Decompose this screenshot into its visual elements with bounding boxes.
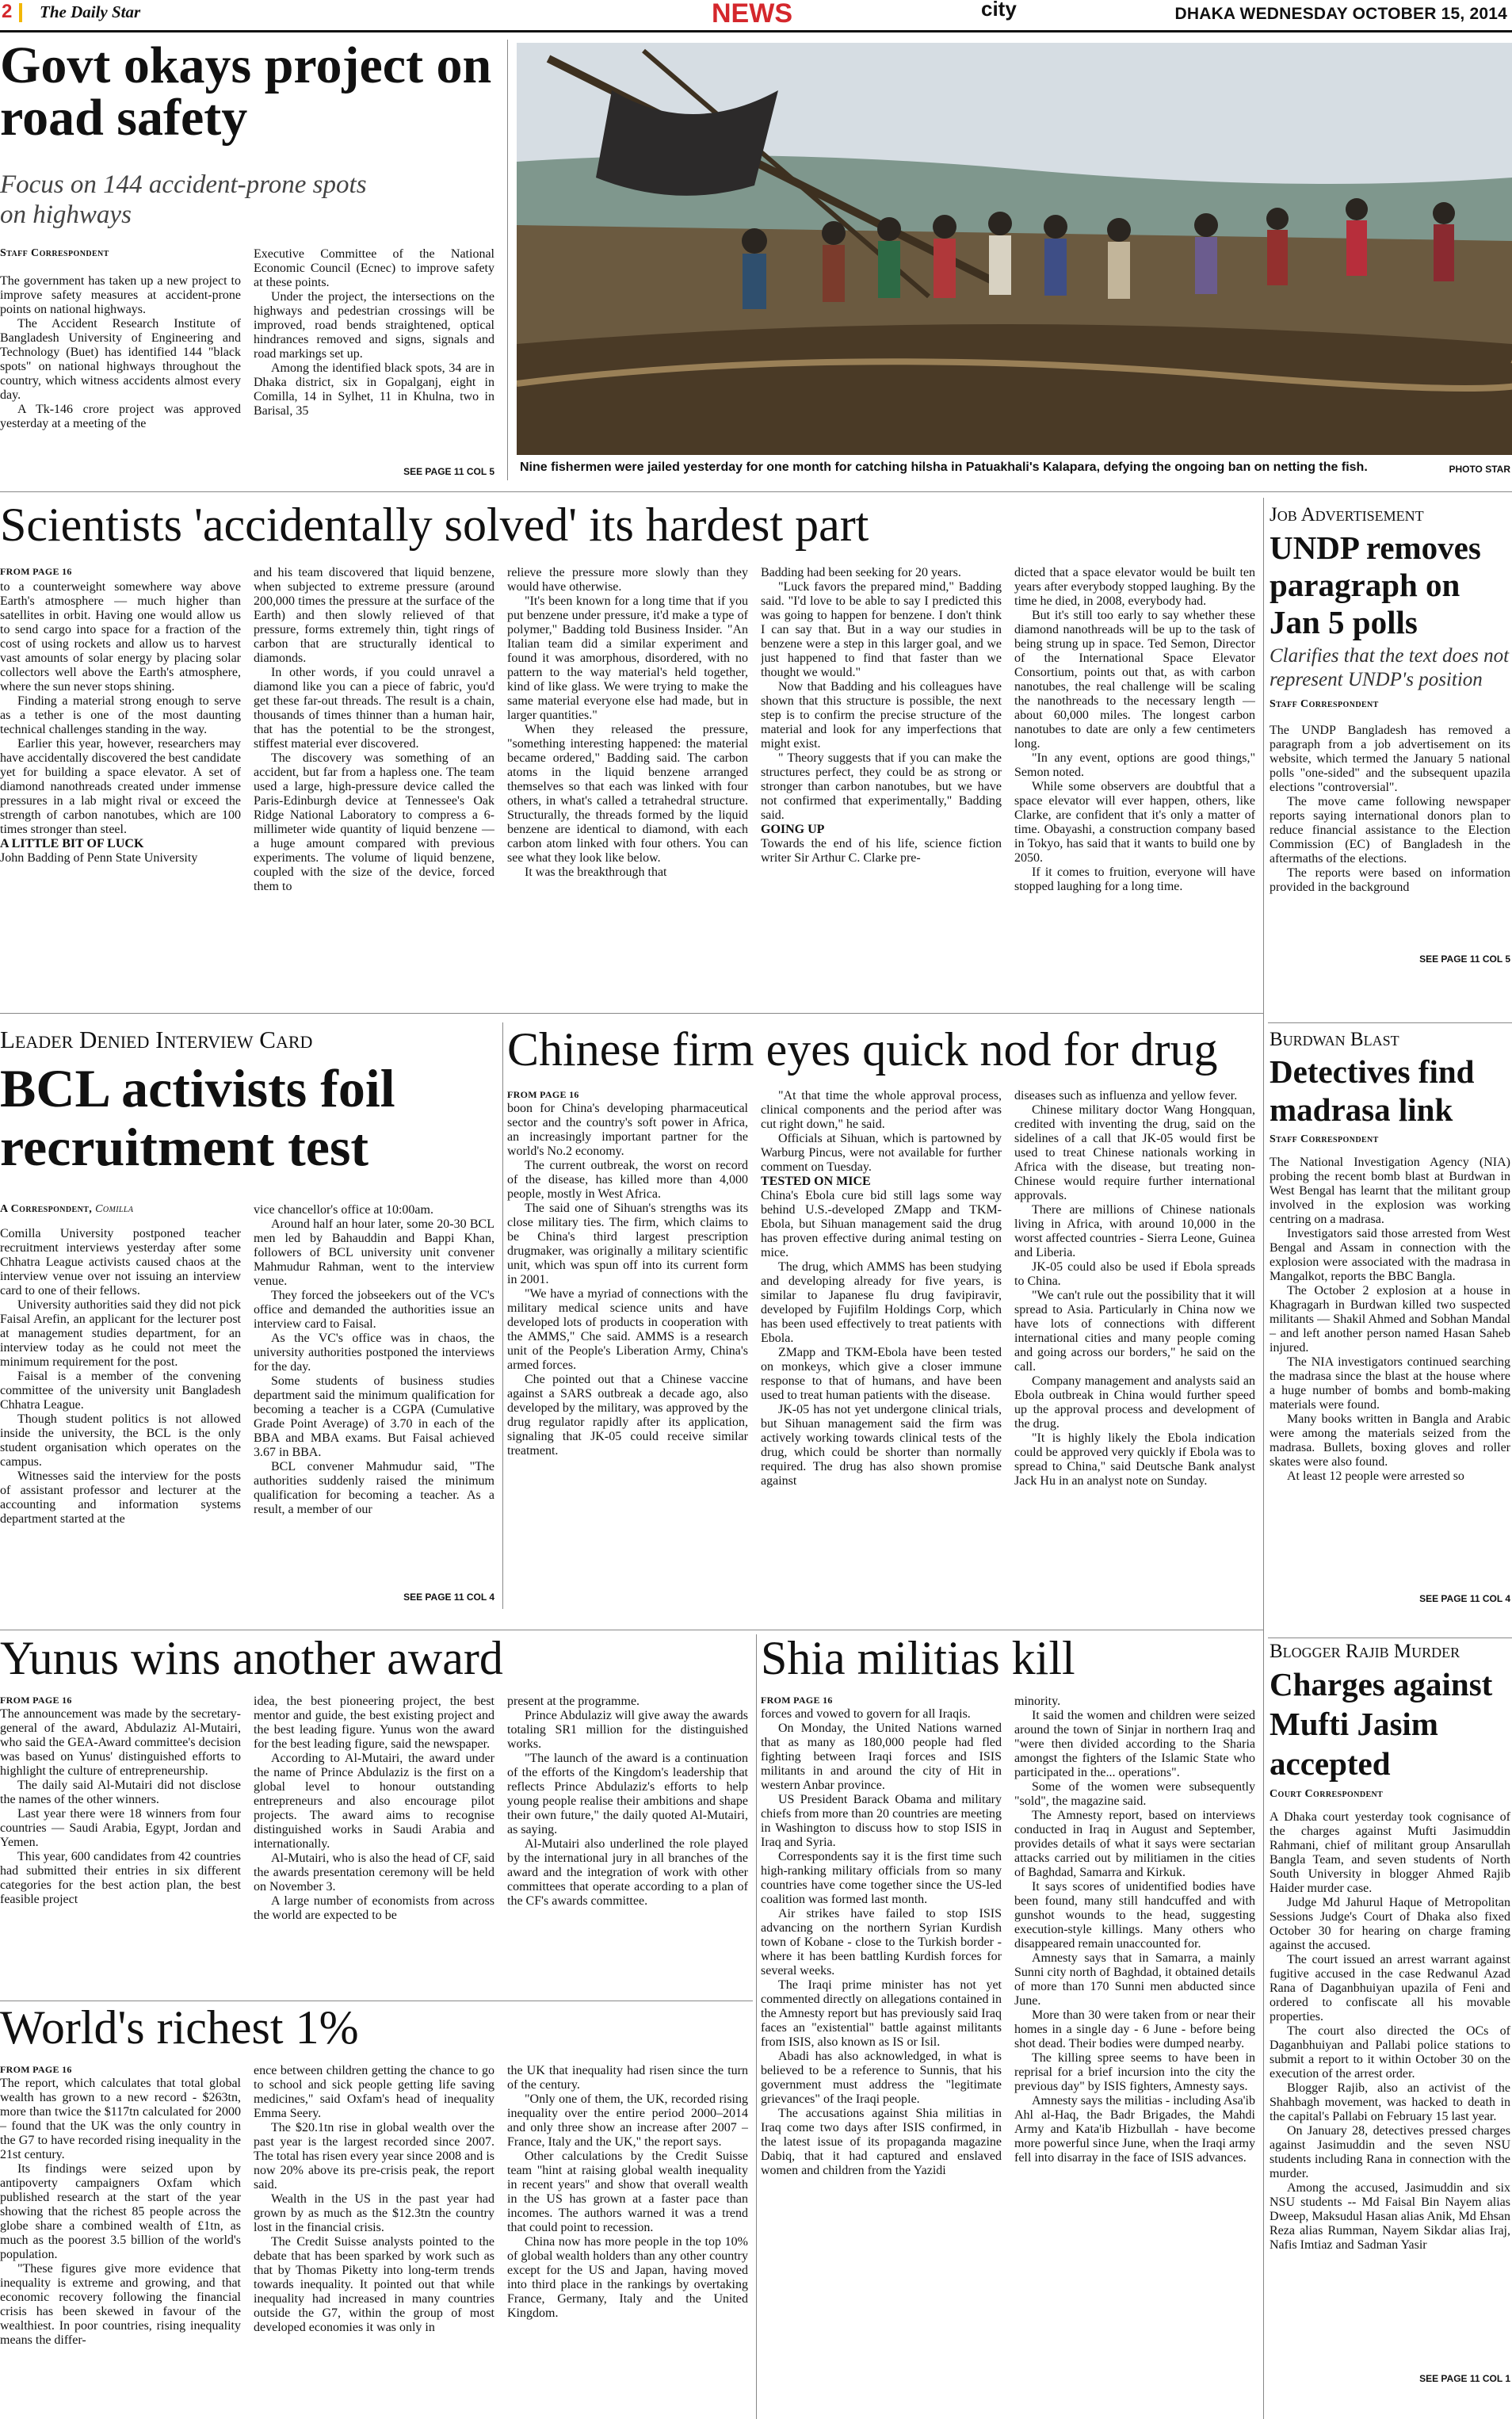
paragraph: Investigators said those arrested from West Bengal and Assam in connection with the explosion were associated with the madrasa in Mangalkot, reports the BBC Bangla. — [1270, 1227, 1510, 1283]
paragraph: The discovery was something of an accident, but far from a hapless one. The team used a large, high-pressure device called the Paris-Edinburgh device at Tennessee's Oak Ridge National Laboratory to compress a 6-millimeter wide quantity of liquid benzene — a huge amount compared with previous experiments. The volume of liquid benzene, coupled with the size of the device, forced them to — [254, 751, 494, 893]
paragraph: JK-05 could also be used if Ebola spreads to China. — [1014, 1260, 1255, 1288]
paragraph: "In any event, options are good things," Semon noted. — [1014, 751, 1255, 779]
yunus-headline: Yunus wins another award — [0, 1632, 503, 1684]
paragraph: "These figures give more evidence that inequality is extreme and growing, and that economic recovery following the financial crisis has been skewed in favour of the wealthiest. In poor countries, rising inequality means the differ- — [0, 2262, 241, 2347]
china-col-1 — [507, 1102, 748, 1609]
paragraph: Al-Mutairi, who is also the head of CF, said the awards presentation ceremony will be held on November 3. — [254, 1852, 494, 1894]
paragraph: The daily said Al-Mutairi did not disclose the names of the other winners. — [0, 1779, 241, 1806]
paragraph: The government has taken up a new project to improve safety measures at accident-prone points on national highways. — [0, 274, 241, 316]
mufti-jump: SEE PAGE 11 COL 1 — [1419, 2373, 1510, 2384]
fishermen-boat-image — [517, 43, 1512, 455]
undp-kicker: Job Advertisement — [1270, 504, 1424, 525]
page-number-separator — [19, 3, 22, 22]
paragraph: Badding had been seeking for 20 years. — [761, 566, 961, 579]
paragraph: The reports were based on information provided in the background — [1270, 866, 1510, 894]
road-headline: Govt okays project on road safety — [0, 36, 492, 147]
road-col-1 — [0, 274, 241, 480]
burdwan-jump: SEE PAGE 11 COL 4 — [1419, 1593, 1510, 1604]
paragraph: The said one of Sihuan's strengths was its close military ties. The firm, which claims to be China's third largest prescription drugmaker, was originally a military scientific unit, which was spun off into its current form in 2001. — [507, 1202, 748, 1286]
paragraph: On Monday, the United Nations warned that as many as 180,000 people had fled fighting between Iraqi forces and ISIS militants in and around the city of Hit in western Anbar province. — [761, 1722, 1002, 1792]
subsection-label: city — [981, 0, 1017, 21]
paragraph: "It's been known for a long time that if you put benzene under pressure, it'd make a type of polymer," Badding told Business Insider. "An Italian team did a similar experiment and found it was amorphous, disordered, with no pattern to the way material's held together, kind of like glass. We were trying to make the same material everyone else had made, but in larger quantities." — [507, 594, 748, 722]
paragraph: "At that time the whole approval process, clinical components and the period after was cut right down," he said. — [761, 1089, 1002, 1131]
paragraph: "It is highly likely the Ebola indication could be approved very quickly if Ebola was to spread to China," said Deutsche Bank analyst Jack Hu in an analyst note on Sunday. — [1014, 1431, 1255, 1488]
mufti-body — [1270, 1810, 1510, 2373]
page-number: 2 — [2, 1, 13, 22]
column-rule — [756, 1634, 757, 2419]
paragraph: Wealth in the US in the past year had grown by as much as the $12.3tn the country lost in the financial crisis. — [254, 2192, 494, 2234]
paragraph: The move came following newspaper reports saying international donors plan to reduce financial assistance to the Election Commission (EC) of Bangladesh in the aftermaths of the elections. — [1270, 795, 1510, 866]
paragraph: Towards the end of his life, science fiction writer Sir Arthur C. Clarke pre- — [761, 837, 1002, 865]
caption-text: Nine fishermen were jailed yesterday for one month for catching hilsha in Patuakhali's Kalapara, defying the ongoing ban on netting the fish. — [520, 460, 1368, 474]
paragraph: Correspondents say it is the first time such high-ranking military officials from so many countries have come together since the US-led coalition was formed last month. — [761, 1850, 1002, 1906]
section-label: NEWS — [712, 0, 792, 29]
photo-caption — [520, 460, 1510, 476]
china-col-2 — [761, 1089, 1002, 1609]
paragraph: relieve the pressure more slowly than they would have otherwise. — [507, 566, 748, 594]
rich-col-3 — [507, 2064, 748, 2417]
paragraph: The announcement was made by the secretary-general of the award, Abdulaziz Al-Mutairi, who said the GEA-Award committee's decision was based on Yunus' distinguished efforts to highlight the culture of entrepreneurship. — [0, 1707, 241, 1778]
column-rule — [502, 1022, 503, 1609]
header-rule — [0, 30, 1512, 32]
paragraph: Now that Badding and his colleagues have shown that this structure is possible, the next step is to confirm the precise structure of the material and look for any imperfections that might exist. — [761, 680, 1002, 751]
section-rule — [1268, 1022, 1512, 1023]
sci-from: FROM PAGE 16 — [0, 566, 72, 577]
paragraph: " Theory suggests that if you can make the structures perfect, they could be as strong or stronger than carbon nanotubes, but we have not confirmed that experimentally," Badding said. — [761, 751, 1002, 822]
paragraph: China's Ebola cure bid still lags some way behind U.S.-developed ZMapp and TKM-Ebola, but Sihuan management said the drug has proven effective during animal testing on mice. — [761, 1189, 1002, 1259]
paragraph: Che pointed out that a Chinese vaccine against a SARS outbreak a decade ago, also developed by the military, was approved by the drug regulator rapidly after its application, signaling that JK-05 could receive similar treatment. — [507, 1373, 748, 1458]
china-from: FROM PAGE 16 — [507, 1089, 579, 1100]
yunus-from: FROM PAGE 16 — [0, 1695, 72, 1706]
paragraph: diseases such as influenza and yellow fever. — [1014, 1089, 1238, 1102]
paragraph: The UNDP Bangladesh has removed a paragraph from a job advertisement on its website, which termed the January 5 national polls "one-sided" and the subsequent upazila elections "controversial". — [1270, 724, 1510, 794]
mufti-kicker: Blogger Rajib Murder — [1270, 1641, 1460, 1662]
paragraph: Its findings were seized upon by antipoverty campaigners Oxfam which published research at the start of the year showing that the richest 85 people across the globe share a combined wealth of £1tn, as much as the poorest 3.5 billion of the world's population. — [0, 2162, 241, 2261]
shia-headline: Shia militias kill — [761, 1632, 1075, 1684]
paragraph: They forced the jobseekers out of the VC's office and demanded the authorities issue an interview card to Faisal. — [254, 1289, 494, 1331]
sci-col-2 — [254, 566, 494, 1007]
paragraph: When they released the pressure, "something interesting happened: the material became ordered," Badding said. The carbon atoms in the liquid benzene arranged themselves so that each was linked with four others, in what's called a tetrahedral structure. Structurally, the threads formed by the liquid benzene are identical to diamond, with each carbon atom linked with four others. You can see what they look like below. — [507, 723, 748, 865]
burdwan-byline: Staff Correspondent — [1270, 1133, 1379, 1145]
paragraph: Prince Abdulaziz will give away the awards totaling SR1 million for the distinguished works. — [507, 1709, 748, 1751]
paragraph: While some observers are doubtful that a space elevator will ever happen, others, like Clarke, are confident that it's only a matter of time. Obayashi, a construction company based in Tokyo, has said that it wants to build one by 2050. — [1014, 780, 1255, 865]
paragraph: China now has more people in the top 10% of global wealth holders than any other country except for the US and Japan, having moved into third place in the rankings by overtaking France, Germany, Italy and the United Kingdom. — [507, 2235, 748, 2320]
china-col-3 — [1014, 1089, 1255, 1609]
paragraph: JK-05 has not yet undergone clinical trials, but Sihuan management said the firm was actively working towards clinical tests of the drug, which could be shorter than normally required. The drug has also shown promise against — [761, 1403, 1002, 1488]
undp-story — [1270, 504, 1510, 1011]
paragraph: present at the programme. — [507, 1695, 640, 1708]
paragraph: The report, which calculates that total global wealth has grown to a new record - $263tn, more than twice the $117tn calculated for 2000 – found that the UK was the only country in the G7 to have recorded rising inequality in the 21st century. — [0, 2077, 241, 2161]
paragraph: University authorities said they did not pick Faisal Arefin, an applicant for the lecturer post at management studies department, for an interview today as he could not meet the minimum requirement for the post. — [0, 1298, 241, 1369]
paragraph: The Amnesty report, based on interviews conducted in Iraq in August and September, provides details of what it says were sectarian attacks carried out by militiamen in the cities of Baghdad, Samarra and Kirkuk. — [1014, 1809, 1255, 1879]
undp-deck: Clarifies that the text does not represent UNDP's position — [1270, 645, 1510, 690]
bcl-jump: SEE PAGE 11 COL 4 — [403, 1592, 494, 1603]
paragraph: boon for China's developing pharmaceutical sector and the country's soft power in Africa, an increasingly important partner for the world's No.2 economy. — [507, 1102, 748, 1158]
sci-subhead: A LITTLE BIT OF LUCK — [0, 837, 144, 850]
paragraph: US President Barack Obama and military chiefs from more than 20 countries are meeting in Washington to discuss how to stop ISIS in Iraq and Syria. — [761, 1793, 1002, 1849]
paragraph: ence between children getting the chance to go to school and sick people getting life saving medicines," said Oxfam's head of inequality Emma Seery. — [254, 2064, 494, 2120]
shia-col-2 — [1014, 1695, 1255, 2417]
paragraph: Judge Md Jahurul Haque of Metropolitan Sessions Judge's Court of Dhaka also fixed October 30 for hearing on charge framing against the accused. — [1270, 1896, 1510, 1952]
byline-name: A Correspondent, — [0, 1203, 93, 1215]
road-col-2 — [254, 247, 494, 463]
paragraph: Officials at Sihuan, which is partowned by Warburg Pincus, were not available for further comment on Tuesday. — [761, 1132, 1002, 1174]
paragraph: Earlier this year, however, researchers may have accidentally discovered the best candidate yet for building a space elevator. A set of diamond nanothreads created under immense pressures in a lab might rival or exceed the strength of carbon nanotubes, which are 100 times stronger than steel. — [0, 737, 241, 836]
paragraph: It said the women and children were seized around the town of Sinjar in northern Iraq and "were then divided according to the Sharia amongst the fighters of the Islamic State who participated in the... operations". — [1014, 1709, 1255, 1779]
paragraph: "We have a myriad of connections with the military medical science units and have developed lots of products in cooperation with the AMMS," Che said. AMMS is a research unit of the People's Liberation Army, China's armed forces. — [507, 1287, 748, 1372]
paragraph: The court also directed the OCs of Daganbhuiyan and Pallabi police stations to submit a report to it within October 30 on the execution of the arrest order. — [1270, 2024, 1510, 2081]
rich-from: FROM PAGE 16 — [0, 2064, 72, 2075]
bcl-byline — [0, 1203, 133, 1216]
rich-col-1 — [0, 2077, 241, 2417]
paragraph: forces and vowed to govern for all Iraqis. — [761, 1707, 971, 1721]
paragraph: to a counterweight somewhere way above Earth's atmosphere — much higher than satellites in orbit. Having one would allow us to send cargo into space for a fraction of the cost of using rockets and allow us to harvest vast amounts of solar energy by placing solar collectors well above the Earth's atmosphere, where the sun never stops shining. — [0, 580, 241, 694]
byline-place: Comilla — [95, 1203, 134, 1215]
road-jump: SEE PAGE 11 COL 5 — [403, 466, 494, 477]
paragraph: If it comes to fruition, everyone will have stopped laughing for a long time. — [1014, 866, 1255, 893]
sci-col-4 — [761, 566, 1002, 1007]
column-rule — [1263, 498, 1264, 2419]
paragraph: Abadi has also acknowledged, in what is believed to be a reference to Sunnis, that his government must address the "legitimate grievances" of the Iraqi people. — [761, 2050, 1002, 2106]
paragraph: Among the identified black spots, 34 are in Dhaka district, six in Gopalganj, eight in Comilla, 14 in Sylhet, 11 in Khulna, two in Barisal, 35 — [254, 361, 494, 418]
paragraph: The Credit Suisse analysts pointed to the debate that has been sparked by work such as that by Thomas Piketty into long-term trends towards inequality. It pointed out that while inequality had increased in many countries outside the G7, within the group of most developed economies it was only in — [254, 2235, 494, 2334]
paragraph: "Only one of them, the UK, recorded rising inequality over the entire period 2000–2014 and only three show an increase after 2007 – France, Italy and the UK," the report says. — [507, 2092, 748, 2149]
mufti-story — [1270, 1641, 1510, 2417]
paragraph: The accusations against Shia militias in Iraq come two days after ISIS confirmed, in the latest issue of its propaganda magazine Dabiq, that it had captured and enslaved women and children from the Yazidi — [761, 2107, 1002, 2177]
paragraph: Under the project, the intersections on the highways and pedestrian crossings will be improved, road bends straightened, optical hindrances removed and signs, signals and road markings set up. — [254, 290, 494, 361]
rich-col-2 — [254, 2064, 494, 2417]
paragraph: BCL convener Mahmudur said, "The authorities suddenly raised the minimum qualification for becoming a teacher. As a result, a member of our — [254, 1460, 494, 1516]
sci-headline: Scientists 'accidentally solved' its hardest part — [0, 499, 869, 551]
burdwan-story — [1270, 1029, 1510, 1631]
road-deck: Focus on 144 accident-prone spots on highways — [0, 170, 367, 229]
china-headline: Chinese firm eyes quick nod for drug — [507, 1023, 1218, 1076]
paragraph: The current outbreak, the worst on record of the disease, has killed more than 4,000 people, mostly in West Africa. — [507, 1159, 748, 1201]
bcl-headline: BCL activists foil recruitment test — [0, 1058, 395, 1177]
paragraph: dicted that a space elevator would be built ten years after everybody stopped laughing. By the time he died, in 2008, everybody had. — [1014, 566, 1255, 608]
road-byline: Staff Correspondent — [0, 247, 109, 259]
paragraph: minority. — [1014, 1695, 1061, 1708]
section-rule — [0, 1013, 1263, 1014]
paragraph: idea, the best pioneering project, the best mentor and guide, the best existing project and the best leading figure. Yunus won the award for the best leading figure, said the newspaper. — [254, 1695, 494, 1751]
paragraph: Around half an hour later, some 20-30 BCL men led by Bahauddin and Bappi Khan, followers of BCL university unit convener Mahmudur Rahman, went to the interview venue. — [254, 1217, 494, 1288]
sci-col-3 — [507, 566, 748, 1007]
paragraph: The $20.1tn rise in global wealth over the past year is the largest recorded since 2007. The total has risen every year since 2008 and is now 20% above its pre-crisis peak, the report said. — [254, 2121, 494, 2192]
news-photo — [517, 43, 1512, 455]
paragraph: Air strikes have failed to stop ISIS advancing on the northern Syrian Kurdish town of Kobane - close to the Turkish border - where it has been battling Kurdish forces for several weeks. — [761, 1907, 1002, 1978]
paragraph: Company management and analysts said an Ebola outbreak in China would further speed up the approval process and development of the drug. — [1014, 1374, 1255, 1431]
edition-date: DHAKA WEDNESDAY OCTOBER 15, 2014 — [1174, 5, 1507, 23]
paragraph: The court issued an arrest warrant against fugitive accused in the case Redwanul Azad Rana of Daganbhuiyan upazila of Feni and ordered to confiscate all his movable properties. — [1270, 1953, 1510, 2023]
paragraph: The National Investigation Agency (NIA) probing the recent bomb blast at Burdwan in West Bengal has learnt that the militant group involved in the explosion was working centring on a madrasa. — [1270, 1156, 1510, 1226]
mufti-headline: Charges against Mufti Jasim accepted — [1270, 1666, 1493, 1782]
paragraph: and his team discovered that liquid benzene, when subjected to extreme pressure (around 200,000 times the pressure at the surface of the Earth) and then slowly relieved of that pressure, forms extremely thin, tight rings of carbon that are structurally identical to diamonds. — [254, 566, 494, 665]
sci-subhead: GOING UP — [761, 823, 825, 836]
sci-col-1 — [0, 580, 241, 1008]
burdwan-body — [1270, 1156, 1510, 1593]
bcl-story — [0, 1026, 499, 1612]
paragraph: The NIA investigators continued searching the madrasa since the blast at the house where a huge number of bombs and bomb-making materials were found. — [1270, 1355, 1510, 1412]
paragraph: Faisal is a member of the convening committee of the university unit Bangladesh Chhatra League. — [0, 1370, 241, 1412]
paragraph: Al-Mutairi also underlined the role played by the international jury in all branches of the award and the integration of work with other committees that operate according to a plan of the CF's awards committee. — [507, 1837, 748, 1908]
paragraph: "We can't rule out the possibility that it will spread to Asia. Particularly in China now we have lots of connections with different international cities and many people coming and going across our borders," he said on the call. — [1014, 1289, 1255, 1374]
paragraph: vice chancellor's office at 10:00am. — [254, 1203, 433, 1217]
china-subhead: TESTED ON MICE — [761, 1175, 871, 1188]
paragraph: John Badding of Penn State University — [0, 851, 198, 865]
yunus-col-3 — [507, 1695, 748, 2034]
paragraph: On January 28, detectives pressed charges against Jasimuddin and the seven NSU students including Rana in connection with the murder. — [1270, 2124, 1510, 2180]
shia-from: FROM PAGE 16 — [761, 1695, 833, 1706]
paragraph: As the VC's office was in chaos, the university authorities postponed the interviews for the day. — [254, 1332, 494, 1374]
paragraph: Chinese military doctor Wang Hongquan, credited with inventing the drug, said on the sidelines of a call that JK-05 would first be used to treat Chinese nationals working in Africa with the disease, but treating non-Chinese would require further international approvals. — [1014, 1103, 1255, 1202]
masthead — [0, 0, 1512, 32]
paragraph: A Dhaka court yesterday took cognisance of the charges against Mufti Jasimuddin Rahmani, chief of militant group Ansarullah Bangla Team, and seven students of North South University in blogger Ahmed Rajib Haider murder case. — [1270, 1810, 1510, 1895]
photo-credit: PHOTO STAR — [1449, 464, 1510, 475]
paragraph: Amnesty says the militias - including Asa'ib Ahl al-Haq, the Badr Brigades, the Mahdi Army and Kata'ib Hizbullah - have become more powerful since June, when the Iraqi army fell into disarray in the face of ISIS advances. — [1014, 2094, 1255, 2165]
section-rule — [0, 491, 1512, 492]
paragraph: ZMapp and TKM-Ebola have been tested on monkeys, which give a closer immune response to that of humans, and have been used to treat human patients with the disease. — [761, 1346, 1002, 1402]
paper-name: The Daily Star — [40, 2, 141, 21]
paragraph: The Accident Research Institute of Bangladesh University of Engineering and Technology (Buet) has identified 144 "black spots" on national highways throughout the country, which witness accidents almost every day. — [0, 317, 241, 402]
paragraph: Witnesses said the interview for the posts of assistant professor and lecturer at the accounting and information systems department started at the — [0, 1469, 241, 1526]
paragraph: Comilla University postponed teacher recruitment interviews yesterday after some Chhatra League activists caused chaos at the interview venue over not issuing an interview card to one of their fellows. — [0, 1227, 241, 1297]
column-rule — [507, 40, 508, 480]
sci-col-5 — [1014, 566, 1255, 1007]
shia-militias-story — [761, 1634, 1260, 2419]
paragraph: A large number of economists from across the world are expected to be — [254, 1894, 494, 1922]
paragraph: The October 2 explosion at a house in Khagragarh in Burdwan killed two suspected militants — Shakil Ahmed and Sobhan Mandal – and left another person named Hasan Saheb injured. — [1270, 1284, 1510, 1355]
undp-byline: Staff Correspondent — [1270, 698, 1379, 710]
richest-story — [0, 2001, 753, 2419]
paragraph: More than 30 were taken from or near their homes in a single day - 6 June - before being shot dead. Their bodies were dumped nearby. — [1014, 2008, 1255, 2050]
shia-col-1 — [761, 1707, 1002, 2417]
paragraph: "The launch of the award is a continuation of the efforts of the Kingdom's leadership that reflects Prince Abdulaziz's efforts to help young people realise their ambitions and shape their own future," the daily quoted Al-Mutairi, as saying. — [507, 1752, 748, 1836]
paragraph: Many books written in Bangla and Arabic were among the materials seized from the madrasa. Bullets, boxing gloves and roller skates were also found. — [1270, 1412, 1510, 1469]
paragraph: There are millions of Chinese nationals living in Africa, with around 10,000 in the worst affected countries - Sierra Leone, Guinea and Liberia. — [1014, 1203, 1255, 1259]
paragraph: Some of the women were subsequently "sold", the magazine said. — [1014, 1780, 1255, 1808]
undp-headline: UNDP removes paragraph on Jan 5 polls — [1270, 529, 1481, 640]
paragraph: At least 12 people were arrested so — [1287, 1469, 1464, 1483]
paragraph: the UK that inequality had risen since the turn of the century. — [507, 2064, 748, 2092]
yunus-story — [0, 1634, 753, 2001]
paragraph: Finding a material strong enough to serve as a tether is one of the most daunting technical challenges standing in the way. — [0, 694, 241, 736]
burdwan-headline: Detectives find madrasa link — [1270, 1053, 1475, 1128]
paragraph: Other calculations by the Credit Suisse team "hint at raising global wealth inequality in recent years" and show that overall wealth in the US has grown at a faster pace than incomes. The authors warned it was a trend that could point to recession. — [507, 2150, 748, 2234]
yunus-col-2 — [254, 1695, 494, 2034]
paragraph: Some students of business studies department said the minimum qualification for becoming a teacher is a CGPA (Cumulative Grade Point Average) of 3.70 in each of the BBA and MBA exams. But Faisal achieved 3.67 in BBA. — [254, 1374, 494, 1459]
bcl-kicker: Leader Denied Interview Card — [0, 1026, 313, 1053]
undp-body — [1270, 724, 1510, 953]
china-drug-story — [507, 1023, 1260, 1612]
paragraph: The killing spree seems to have been in reprisal for a brief incursion into the city the previous day" by ISIS fighters, Amnesty says. — [1014, 2051, 1255, 2093]
paragraph: This year, 600 candidates from 42 countries had submitted their entries in six different categories for the best action plan, the best feasible project — [0, 1850, 241, 1906]
burdwan-kicker: Burdwan Blast — [1270, 1029, 1399, 1050]
paragraph: "Luck favors the prepared mind," Badding said. "I'd love to be able to say I predicted this was going to happen for benzene. I don't think I can say that. But in a way our studies in benzene were a step in this larger goal, and we just happened to find that faster than we thought we would." — [761, 580, 1002, 679]
paragraph: A Tk-146 crore project was approved yesterday at a meeting of the — [0, 403, 241, 430]
undp-jump: SEE PAGE 11 COL 5 — [1419, 953, 1510, 965]
paragraph: Though student politics is not allowed inside the university, the BCL is the only student organisation which operates on the campus. — [0, 1412, 241, 1469]
yunus-col-1 — [0, 1707, 241, 2034]
paragraph: Blogger Rajib, also an activist of the Shahbagh movement, was hacked to death in the capital's Pallabi on February 15 last year. — [1270, 2081, 1510, 2123]
paragraph: Among the accused, Jasimuddin and six NSU students -- Md Faisal Bin Nayem alias Dweep, Maksudul Hasan alias Anik, Md Ehsan Reza alias Rumman, Nayem Sikdar alias Iraj, Nafis Imtiaz and Sadman Yasir — [1270, 2181, 1510, 2252]
paragraph: It says scores of unidentified bodies have been found, many still handcuffed and with gunshot wounds to the head, suggesting execution-style killings. Many others who disappeared remain unaccounted for. — [1014, 1880, 1255, 1951]
rich-headline: World's richest 1% — [0, 2001, 359, 2054]
paragraph: Last year there were 18 winners from four countries — Saudi Arabia, Egypt, Jordan and Yemen. — [0, 1807, 241, 1849]
paragraph: The Iraqi prime minister has not yet commented directly on allegations contained in the Amnesty report but has previously said Iraq faces an "existential" battle against militants from ISIS, also known as IS or Isil. — [761, 1978, 1002, 2049]
paragraph: It was the breakthrough that — [525, 866, 667, 879]
mufti-byline: Court Correspondent — [1270, 1788, 1384, 1800]
paragraph: Executive Committee of the National Economic Council (Ecnec) to improve safety at these points. — [254, 247, 494, 289]
paragraph: But it's still too early to say whether these diamond nanothreads will be up to the task of being strung up in space. Ted Semon, Director of the International Space Elevator Consortium, points out that, as with carbon nanotubes, the real challenge will be scaling the nanothreads to the necessary length — about 60,000 miles. The longest carbon nanotubes to date are only a few centimeters long. — [1014, 609, 1255, 751]
paragraph: According to Al-Mutairi, the award under the name of Prince Abdulaziz is the first on a global level to honour outstanding entrepreneurs and also encourage pilot projects. The award aims to recognise distinguished works in Saudi Arabia and internationally. — [254, 1752, 494, 1851]
space-elevator-story — [0, 498, 1258, 1005]
paragraph: Amnesty says that in Samarra, a mainly Sunni city north of Baghdad, it obtained details of more than 170 Sunni men abducted since June. — [1014, 1951, 1255, 2008]
paragraph: The drug, which AMMS has been studying and developing already for five years, is similar to Japanese flu drug favipiravir, developed by Fujifilm Holdings Corp, which has been used effectively to treat patients with Ebola. — [761, 1260, 1002, 1345]
bcl-col-2 — [254, 1203, 494, 1587]
road-safety-story — [0, 36, 499, 483]
paragraph: In other words, if you could unravel a diamond like you can a piece of fabric, you'd get these far-out threads. The result is a chain, thousands of times thinner than a human hair, that has the potential to be the strongest, stiffest material ever discovered. — [254, 666, 494, 751]
bcl-col-1 — [0, 1227, 241, 1599]
